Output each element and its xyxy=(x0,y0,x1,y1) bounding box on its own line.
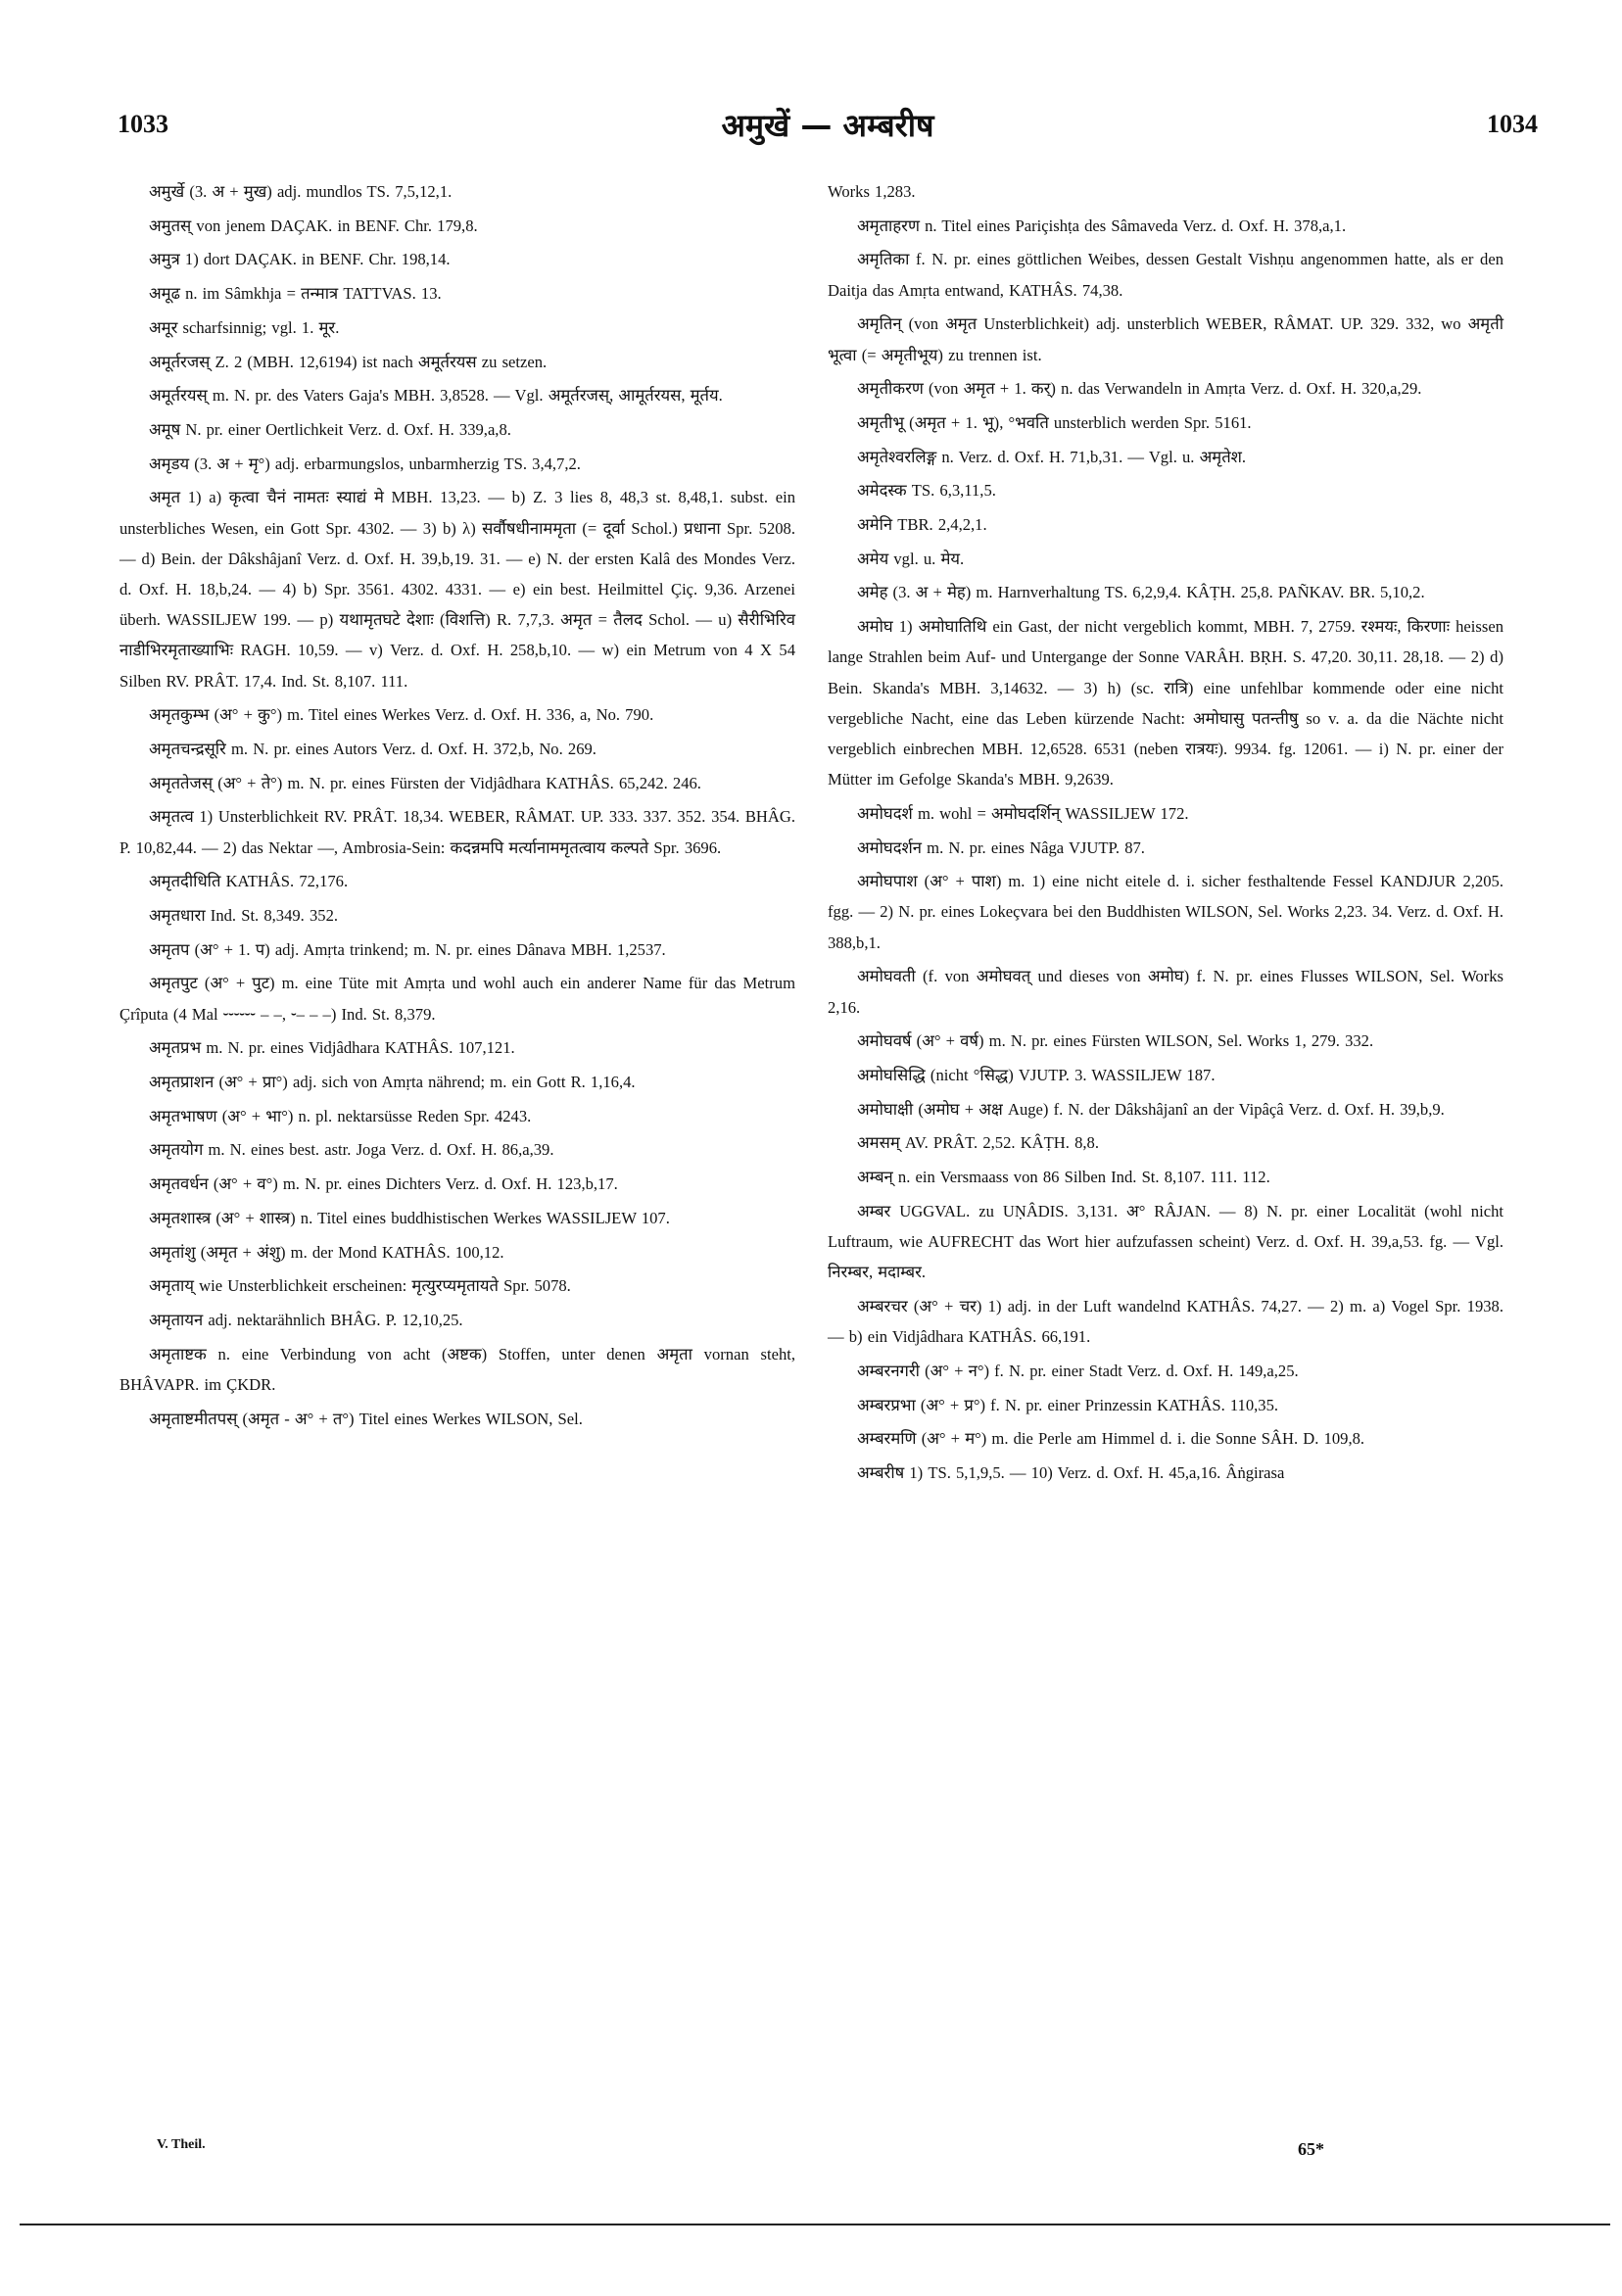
dictionary-entry: अमृतशास्त्र (अ° + शास्त्र) n. Titel eines buddhistischen Werkes WASSILJEW 107. xyxy=(149,1208,670,1227)
dictionary-entry: अमृडय (3. अ + मृ°) adj. erbarmungslos, unbarmherzig TS. 3,4,7,2. xyxy=(149,454,581,473)
dictionary-entry: अमूष N. pr. einer Oertlichkeit Verz. d. Oxf. H. 339,a,8. xyxy=(149,419,511,439)
dictionary-entry: अमेह (3. अ + मेह) m. Harnverhaltung TS. 6,2,9,4. KÂṬH. 25,8. PAÑKAV. BR. 5,10,2. xyxy=(857,583,1425,602)
dictionary-entry: अम्बरीष 1) TS. 5,1,9,5. — 10) Verz. d. Oxf. H. 45,a,16. Âṅgirasa xyxy=(857,1462,1285,1482)
dictionary-entry: अम्बरमणि (अ° + म°) m. die Perle am Himmel d. i. die Sonne SÂH. D. 109,8. xyxy=(857,1429,1365,1449)
dictionary-entry: अमृतीकरण (von अमृत + 1. कर्) n. das Verwandeln in Amṛta Verz. d. Oxf. H. 320,a,29. xyxy=(857,379,1422,399)
dictionary-entry: अमोघदर्श m. wohl = अमोघदर्शिन् WASSILJEW 172. xyxy=(857,803,1189,823)
dictionary-entry: अमृतत्व 1) Unsterblichkeit RV. PRÂT. 18,34. WEBER, RÂMAT. UP. 333. 337. 352. 354. BHÂG. P. 10,82,44. — 2) das Nektar —, Ambrosia-Sein: कदन्नमपि मर्त्यानाममृतत्वाय कल्पते Spr. 3696. xyxy=(119,807,795,857)
dictionary-entry: अमोघाक्षी (अमोघ + अक्ष Auge) f. N. der Dâkshâjanî an der Vipâçâ Verz. d. Oxf. H. 39,b,9. xyxy=(857,1099,1445,1119)
dictionary-entry: अमृतधारा Ind. St. 8,349. 352. xyxy=(149,905,339,925)
dictionary-entry: अम्बन् n. ein Versmaass von 86 Silben Ind. St. 8,107. 111. 112. xyxy=(857,1168,1270,1187)
dictionary-entry: अमृतचन्द्रसूरि m. N. pr. eines Autors Verz. d. Oxf. H. 372,b, No. 269. xyxy=(149,739,596,758)
dictionary-entry: Works 1,283. xyxy=(828,182,916,201)
dictionary-entry: अमृतभाषण (अ° + भा°) n. pl. nektarsüsse Reden Spr. 4243. xyxy=(149,1106,532,1125)
dictionary-entry: अमृतांशु (अमृत + अंशु) m. der Mond KATHÂS. 100,12. xyxy=(149,1242,504,1262)
dictionary-entry: अमृताहरण n. Titel eines Pariçishṭa des Sâmaveda Verz. d. Oxf. H. 378,a,1. xyxy=(857,215,1347,235)
page-number-left: 1033 xyxy=(118,110,168,138)
dictionary-entry: अमृतप (अ° + 1. प) adj. Amṛta trinkend; m. N. pr. eines Dânava MBH. 1,2537. xyxy=(149,939,666,959)
dictionary-entry: अमृतदीधिति KATHÂS. 72,176. xyxy=(149,872,349,891)
dictionary-entry: अम्बर UGGVAL. zu UṆÂDIS. 3,131. अ° RÂJAN. — 8) N. pr. einer Localität (wohl nicht Luftraum, wie AUFRECHT das Wort hier aufzufassen scheint) Verz. d. Oxf. H. 39,a,53. fg. — Vgl. निरम्बर, मदाम्बर. xyxy=(828,1201,1503,1282)
dictionary-entry: अमृतयोग m. N. eines best. astr. Joga Verz. d. Oxf. H. 86,a,39. xyxy=(149,1140,554,1160)
dictionary-entry: अमूढ n. im Sâmkhja = तन्मात्र TATTVAS. 13. xyxy=(149,284,442,304)
bottom-rule xyxy=(20,2224,1610,2225)
dictionary-entry: अमुत्र 1) dort DAÇAK. in BENF. Chr. 198,14. xyxy=(149,250,451,269)
dictionary-entry: अमुर्खे (3. अ + मुख) adj. mundlos TS. 7,5,12,1. xyxy=(149,182,453,201)
dictionary-entry: अमृतप्राशन (अ° + प्रा°) adj. sich von Amṛta nährend; m. ein Gott R. 1,16,4. xyxy=(149,1072,636,1091)
dictionary-entry: अमृतिन् (von अमृत Unsterblichkeit) adj. unsterblich WEBER, RÂMAT. UP. 329. 332, wo अमृती भूत्वा (= अमृतीभूय) zu trennen ist. xyxy=(828,314,1503,364)
dictionary-entry: अमृतेश्वरलिङ्ग n. Verz. d. Oxf. H. 71,b,31. — Vgl. u. अमृतेश. xyxy=(857,447,1247,466)
dictionary-entry: अमूर्तरजस् Z. 2 (MBH. 12,6194) ist nach अमूर्तरयस zu setzen. xyxy=(149,352,548,371)
dictionary-entry: अमृतिका f. N. pr. eines göttlichen Weibes, dessen Gestalt Vishṇu angenommen hatte, als er den Daitja das Amṛta entwand, KATHÂS. 74,38. xyxy=(828,250,1503,300)
dictionary-entry: अमृताष्टक n. eine Verbindung von acht (अष्टक) Stoffen, unter denen अमृता vornan steht, BHÂVAPR. im ÇKDR. xyxy=(119,1344,795,1394)
volume-note: V. Theil. xyxy=(157,2137,206,2152)
dictionary-entry: अम्बरनगरी (अ° + न°) f. N. pr. einer Stadt Verz. d. Oxf. H. 149,a,25. xyxy=(857,1361,1299,1380)
dictionary-entry: अमृतपुट (अ° + पुट) m. eine Tüte mit Amṛta und wohl auch ein anderer Name für das Metrum Çrîputa (4 Mal ⏑⏑⏑⏑⏑⏑ – –, ⏑– – –) Ind. St. 8,379. xyxy=(119,974,795,1024)
left-column xyxy=(119,176,795,1437)
dictionary-entry: अमृतप्रभ m. N. pr. eines Vidjâdhara KATHÂS. 107,121. xyxy=(149,1038,515,1058)
scan-edge xyxy=(0,0,1622,6)
dictionary-entry: अमोघदर्शन m. N. pr. eines Nâga VJUTP. 87. xyxy=(857,837,1145,857)
dictionary-entry: अमृततेजस् (अ° + ते°) m. N. pr. eines Fürsten der Vidjâdhara KATHÂS. 65,242. 246. xyxy=(149,773,701,792)
running-title: अमुखें — अम्बरीष xyxy=(721,107,934,144)
dictionary-entry: अम्बरचर (अ° + चर) 1) adj. in der Luft wandelnd KATHÂS. 74,27. — 2) m. a) Vogel Spr. 1938. — b) ein Vidjâdhara KATHÂS. 66,191. xyxy=(828,1296,1504,1347)
dictionary-entry: अमृतवर्धन (अ° + व°) m. N. pr. eines Dichters Verz. d. Oxf. H. 123,b,17. xyxy=(149,1174,618,1194)
dictionary-entry: अमोघ 1) अमोघातिथि ein Gast, der nicht vergeblich kommt, MBH. 7, 2759. रश्मयः, किरणाः heissen lange Strahlen beim Auf- und Untergange der Sonne VARÂH. BṚH. S. 47,20. 30,11. 28,18. — 2) d) Bein. Skanda's MBH. 3,14632. — 3) h) (sc. रात्रि) eine unfehlbar kommende oder eine nicht vergebliche Nacht, eine das Leben kürzende Nacht: अमोघासु पतन्तीषु so v. a. da die Nächte nicht vergeblich einbrechen MBH. 12,6528. 6531 (neben रात्रयः). 9934. fg. 12061. — i) N. pr. einer der Mütter im Gefolge Skanda's MBH. 9,2639. xyxy=(828,617,1503,789)
dictionary-entry: अमोघवती (f. von अमोघवत् und dieses von अमोघ) f. N. pr. eines Flusses WILSON, Sel. Works 2,16. xyxy=(828,967,1503,1017)
dictionary-entry: अमोघसिद्धि (nicht °सिद्ध) VJUTP. 3. WASSILJEW 187. xyxy=(857,1065,1216,1084)
dictionary-entry: अम्बरप्रभा (अ° + प्र°) f. N. pr. einer Prinzessin KATHÂS. 110,35. xyxy=(857,1395,1279,1414)
dictionary-entry: अमूर्तरयस् m. N. pr. des Vaters Gaja's MBH. 3,8528. — Vgl. अमूर्तरजस्, आमूर्तरयस, मूर्तय. xyxy=(149,386,723,406)
page-number-right: 1034 xyxy=(1487,110,1538,138)
dictionary-entry: अमेदस्क TS. 6,3,11,5. xyxy=(857,481,996,501)
dictionary-entry: अमृतायन adj. nektarähnlich BHÂG. P. 12,10,25. xyxy=(149,1310,463,1329)
dictionary-entry: अमृतकुम्भ (अ° + कु°) m. Titel eines Werkes Verz. d. Oxf. H. 336, a, No. 790. xyxy=(149,705,654,725)
dictionary-entry: अमोघवर्ष (अ° + वर्ष) m. N. pr. eines Fürsten WILSON, Sel. Works 1, 279. 332. xyxy=(857,1031,1374,1051)
dictionary-entry: अमृताय् wie Unsterblichkeit erscheinen: मृत्युरप्यमृतायते Spr. 5078. xyxy=(149,1276,571,1296)
dictionary-entry: अमसम् AV. PRÂT. 2,52. KÂṬH. 8,8. xyxy=(857,1133,1099,1153)
dictionary-entry: अमूर scharfsinnig; vgl. 1. मूर. xyxy=(149,317,340,337)
dictionary-entry: अमृतीभू (अमृत + 1. भू), °भवति unsterblich werden Spr. 5161. xyxy=(857,412,1252,432)
dictionary-entry: अमृत 1) a) कृत्वा चैनं नामतः स्याद्यं मे MBH. 13,23. — b) Z. 3 lies 8, 48,3 st. 8,48,1. subst. ein unsterbliches Wesen, ein Gott Spr. 4302. — 3) b) λ) सर्वौषधीनाममृता (= दूर्वा Schol.) प्रधाना Spr. 5208. — d) Bein. der Dâkshâjanî Verz. d. Oxf. H. 39,b,19. 31. — e) N. der ersten Kalâ des Mondes Verz. d. Oxf. H. 18,b,24. — 4) b) Spr. 3561. 4302. 4331. — e) ein best. Heilmittel Çiç. 9,36. Arzenei überh. WASSILJEW 199. — p) यथामृतघटे देशाः (विशत्ति) R. 7,7,3. अमृत = तैलद Schol. — u) सैरीभिरिव नाडीभिरमृताख्याभिः RAGH. 10,59. — v) Verz. d. Oxf. H. 258,b,10. — w) ein Metrum von 4 X 54 Silben RV. PRÂT. 17,4. Ind. St. 8,107. 111. xyxy=(119,488,795,691)
dictionary-entry: अमृताष्टमीतपस् (अमृत - अ° + त°) Titel eines Werkes WILSON, Sel. xyxy=(149,1409,583,1428)
right-column xyxy=(828,176,1503,1492)
dictionary-entry: अमोघपाश (अ° + पाश) m. 1) eine nicht eitele d. i. sicher festhaltende Fessel KANDJUR 2,205. fgg. — 2) N. pr. eines Lokeçvara bei den Buddhisten WILSON, Sel. Works 2,23. 34. Verz. d. Oxf. H. 388,b,1. xyxy=(828,872,1503,952)
sheet-signature: 65* xyxy=(1298,2139,1324,2159)
dictionary-entry: अमुतस् von jenem DAÇAK. in BENF. Chr. 179,8. xyxy=(149,215,478,235)
page-header xyxy=(118,107,1538,149)
dictionary-entry: अमेय vgl. u. मेय. xyxy=(857,549,965,568)
dictionary-entry: अमेनि TBR. 2,4,2,1. xyxy=(857,515,987,535)
